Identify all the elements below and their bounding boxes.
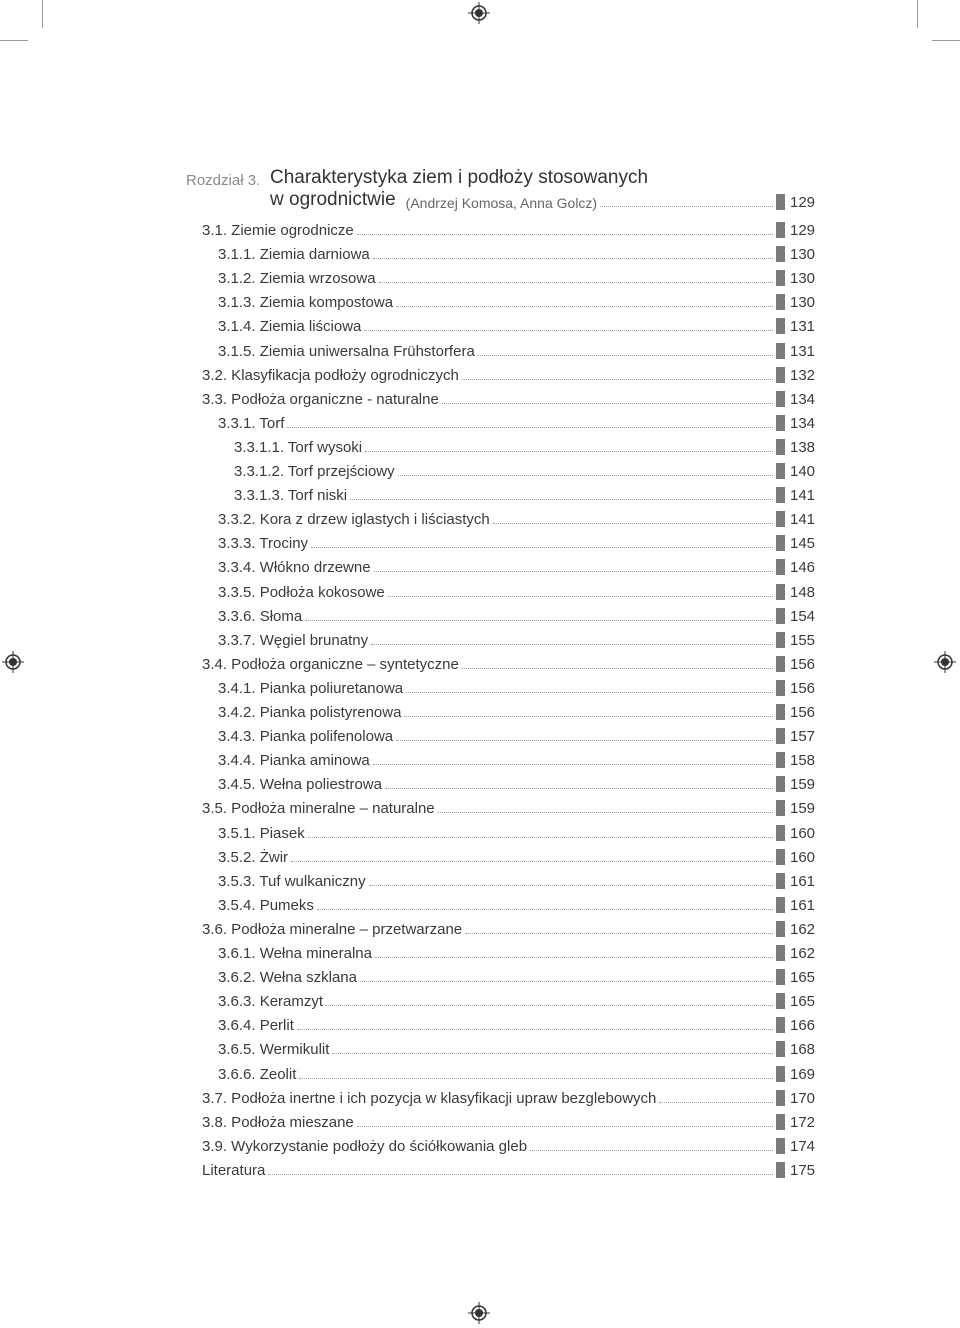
toc-entry-label: 3.1.1. Ziemia darniowa: [218, 246, 370, 263]
crop-mark-top-left: [42, 0, 43, 28]
leader-dots: [357, 1126, 773, 1127]
leader-dots: [398, 475, 773, 476]
toc-entry-label: 3.8. Podłoża mieszane: [202, 1114, 354, 1131]
toc-entry-label: 3.7. Podłoża inertne i ich pozycja w klasyfikacji upraw bezglebowych: [202, 1090, 657, 1107]
toc-entry[interactable]: [218, 267, 816, 287]
page-marker: [776, 993, 785, 1009]
leader-dots: [317, 909, 773, 910]
page-number: 169: [790, 1066, 816, 1083]
toc-entry[interactable]: [234, 460, 816, 480]
page-marker: [776, 559, 785, 575]
page-number: 157: [790, 728, 816, 745]
page-marker: [776, 969, 785, 985]
toc-entry[interactable]: [218, 966, 816, 986]
page-marker: [776, 294, 785, 310]
toc-entry-label: 3.1.3. Ziemia kompostowa: [218, 294, 394, 311]
toc-entry-label: 3.3.6. Słoma: [218, 608, 303, 625]
leader-dots: [373, 258, 773, 259]
toc-entry-label: 3.3.5. Podłoża kokosowe: [218, 584, 385, 601]
page-number: 160: [790, 849, 816, 866]
page-marker: [776, 194, 785, 210]
toc-entry[interactable]: [218, 725, 816, 745]
toc-entry-label: 3.6.5. Wermikulit: [218, 1041, 330, 1058]
page-number: 156: [790, 704, 816, 721]
page-number: 141: [790, 511, 816, 528]
page-number: 134: [790, 415, 816, 432]
page-marker: [776, 800, 785, 816]
page-number: 148: [790, 584, 816, 601]
toc-entry-label: 3.3.2. Kora z drzew iglastych i liściastych: [218, 511, 490, 528]
page-number: 129: [790, 194, 816, 211]
leader-dots: [404, 716, 773, 717]
page-number: 168: [790, 1041, 816, 1058]
page-marker: [776, 776, 785, 792]
page-marker: [776, 391, 785, 407]
leader-dots: [478, 355, 773, 356]
leader-dots: [287, 427, 773, 428]
crop-mark-top-right-h: [932, 40, 960, 41]
leader-dots: [396, 740, 773, 741]
page-marker: [776, 318, 785, 334]
page-number: 155: [790, 632, 816, 649]
leader-dots: [268, 1174, 773, 1175]
page-marker: [776, 1162, 785, 1178]
page-marker: [776, 415, 785, 431]
leader-dots: [465, 933, 773, 934]
leader-dots: [462, 668, 773, 669]
toc-entry[interactable]: [218, 1063, 816, 1083]
toc-entry[interactable]: [202, 1111, 816, 1131]
leader-dots: [493, 523, 773, 524]
leader-dots: [406, 692, 773, 693]
page-number: 131: [790, 318, 816, 335]
toc-entry-label: 3.1. Ziemie ogrodnicze: [202, 222, 354, 239]
page-number: 138: [790, 439, 816, 456]
toc-entry-label: 3.2. Klasyfikacja podłoży ogrodniczych: [202, 367, 459, 384]
chapter-authors: (Andrzej Komosa, Anna Golcz): [405, 195, 598, 211]
leader-dots: [297, 1029, 773, 1030]
toc-entry[interactable]: [218, 629, 816, 649]
toc-entry-label: Literatura: [202, 1162, 266, 1179]
page-marker: [776, 921, 785, 937]
page-number: 130: [790, 246, 816, 263]
leader-dots: [375, 957, 773, 958]
toc-entry[interactable]: [234, 436, 816, 456]
page-number: 154: [790, 608, 816, 625]
leader-dots: [659, 1102, 773, 1103]
page-number: 129: [790, 222, 816, 239]
page-marker: [776, 1017, 785, 1033]
page-marker: [776, 246, 785, 262]
leader-dots: [369, 885, 773, 886]
page-marker: [776, 222, 785, 238]
toc-entry[interactable]: [202, 388, 816, 408]
toc-entry-label: 3.1.4. Ziemia liściowa: [218, 318, 362, 335]
toc-entry[interactable]: [218, 243, 816, 263]
toc-entry-label: 3.6.2. Wełna szklana: [218, 969, 357, 986]
leader-dots: [305, 620, 773, 621]
page-marker: [776, 439, 785, 455]
page-number: 146: [790, 559, 816, 576]
page-number: 159: [790, 776, 816, 793]
leader-dots: [311, 547, 773, 548]
page-marker: [776, 1114, 785, 1130]
page-number: 165: [790, 969, 816, 986]
page-marker: [776, 270, 785, 286]
page-number: 159: [790, 800, 816, 817]
toc-entry[interactable]: [218, 1038, 816, 1058]
page-number: 132: [790, 367, 816, 384]
toc-entry-label: 3.6. Podłoża mineralne – przetwarzane: [202, 921, 463, 938]
leader-dots: [396, 306, 773, 307]
page-marker: [776, 728, 785, 744]
toc-entry[interactable]: [218, 677, 816, 697]
toc-entry[interactable]: [218, 990, 816, 1010]
page-number: 162: [790, 945, 816, 962]
toc-entry[interactable]: [202, 1135, 816, 1155]
page-marker: [776, 584, 785, 600]
toc-entry-label: 3.6.1. Wełna mineralna: [218, 945, 372, 962]
toc-entry-label: 3.1.5. Ziemia uniwersalna Frühstorfera: [218, 343, 475, 360]
page-number: 172: [790, 1114, 816, 1131]
crop-mark-top-left-h: [0, 40, 28, 41]
toc-entry-label: 3.6.3. Keramzyt: [218, 993, 324, 1010]
page-number: 156: [790, 656, 816, 673]
page-marker: [776, 825, 785, 841]
page-number: 161: [790, 897, 816, 914]
leader-dots: [371, 644, 773, 645]
page-number: 165: [790, 993, 816, 1010]
leader-dots: [462, 379, 773, 380]
page-marker: [776, 1138, 785, 1154]
page-marker: [776, 1090, 785, 1106]
toc-entry[interactable]: [234, 484, 816, 504]
toc-entry-label: 3.4.3. Pianka polifenolowa: [218, 728, 394, 745]
page-marker: [776, 680, 785, 696]
toc-entry[interactable]: [218, 894, 816, 914]
toc-entry-label: 3.5.4. Pumeks: [218, 897, 314, 914]
leader-dots: [365, 451, 773, 452]
leader-dots: [373, 764, 773, 765]
page-marker: [776, 1041, 785, 1057]
leader-dots: [442, 403, 773, 404]
toc-entry[interactable]: [202, 653, 816, 673]
toc-entry-label: 3.3.1.1. Torf wysoki: [234, 439, 363, 456]
toc-entry-label: 3.5.2. Żwir: [218, 849, 289, 866]
toc-entry[interactable]: [202, 1087, 816, 1107]
toc-entry-label: 3.3.1.3. Torf niski: [234, 487, 348, 504]
page-marker: [776, 752, 785, 768]
toc-entry[interactable]: [202, 918, 816, 938]
page-marker: [776, 873, 785, 889]
page-marker: [776, 535, 785, 551]
registration-mark-left-icon: [2, 651, 24, 673]
toc-entry-label: 3.6.4. Perlit: [218, 1017, 294, 1034]
toc-entry[interactable]: [218, 846, 816, 866]
toc-entry[interactable]: [202, 797, 816, 817]
leader-dots: [530, 1150, 773, 1151]
page-marker: [776, 1066, 785, 1082]
page-number: 162: [790, 921, 816, 938]
leader-dots: [332, 1053, 773, 1054]
page-number: 130: [790, 294, 816, 311]
toc-entry[interactable]: [218, 315, 816, 335]
registration-mark-top-icon: [468, 2, 490, 24]
page-marker: [776, 463, 785, 479]
toc-entry-label: 3.4.5. Wełna poliestrowa: [218, 776, 382, 793]
leader-dots: [326, 1005, 773, 1006]
page-marker: [776, 849, 785, 865]
toc-entry[interactable]: [218, 701, 816, 721]
toc-entry[interactable]: [202, 1159, 816, 1179]
leader-dots: [360, 981, 773, 982]
toc-entry[interactable]: [218, 749, 816, 769]
page-number: 145: [790, 535, 816, 552]
page-number: 160: [790, 825, 816, 842]
page-number: 131: [790, 343, 816, 360]
chapter-label: Rozdział 3.: [186, 172, 261, 189]
page-number: 141: [790, 487, 816, 504]
toc-entry[interactable]: [202, 219, 816, 239]
page-marker: [776, 608, 785, 624]
toc-entry[interactable]: [218, 822, 816, 842]
toc-entry-label: 3.3.7. Węgiel brunatny: [218, 632, 369, 649]
page-marker: [776, 632, 785, 648]
leader-dots: [374, 571, 773, 572]
leader-dots: [600, 206, 773, 207]
page-marker: [776, 511, 785, 527]
leader-dots: [364, 330, 773, 331]
toc-entry-label: 3.6.6. Zeolit: [218, 1066, 297, 1083]
page-marker: [776, 945, 785, 961]
page-marker: [776, 656, 785, 672]
toc-entry[interactable]: [218, 340, 816, 360]
page-marker: [776, 343, 785, 359]
leader-dots: [385, 788, 773, 789]
page-number: 166: [790, 1017, 816, 1034]
toc-entry-label: 3.5.1. Piasek: [218, 825, 305, 842]
toc-entry[interactable]: [218, 532, 816, 552]
toc-entry-label: 3.4. Podłoża organiczne – syntetyczne: [202, 656, 459, 673]
toc-entry-label: 3.4.1. Pianka poliuretanowa: [218, 680, 404, 697]
chapter-title-line2: w ogrodnictwie: [270, 189, 396, 210]
page-number: 175: [790, 1162, 816, 1179]
toc-entry-label: 3.4.4. Pianka aminowa: [218, 752, 370, 769]
page-marker: [776, 704, 785, 720]
toc-entry[interactable]: [218, 942, 816, 962]
page-number: 170: [790, 1090, 816, 1107]
chapter-title-line1: Charakterystyka ziem i podłoży stosowanych: [270, 167, 649, 188]
page-number: 156: [790, 680, 816, 697]
chapter-title-row[interactable]: [270, 191, 816, 211]
toc-entry[interactable]: [218, 412, 816, 432]
page-number: 174: [790, 1138, 816, 1155]
registration-mark-bottom-icon: [468, 1302, 490, 1324]
toc-entry-label: 3.3.3. Trociny: [218, 535, 309, 552]
leader-dots: [350, 499, 773, 500]
leader-dots: [438, 812, 773, 813]
toc-entry[interactable]: [218, 870, 816, 890]
leader-dots: [291, 861, 773, 862]
toc-entry-label: 3.5.3. Tuf wulkaniczny: [218, 873, 366, 890]
toc-entry-label: 3.9. Wykorzystanie podłoży do ściółkowania gleb: [202, 1138, 528, 1155]
toc-entry[interactable]: [218, 773, 816, 793]
registration-mark-right-icon: [934, 651, 956, 673]
toc-entry-label: 3.3. Podłoża organiczne - naturalne: [202, 391, 439, 408]
toc-entry-label: 3.3.1. Torf: [218, 415, 285, 432]
toc-entry[interactable]: [202, 364, 816, 384]
toc-entry[interactable]: [218, 605, 816, 625]
toc-entry-label: 3.5. Podłoża mineralne – naturalne: [202, 800, 435, 817]
leader-dots: [299, 1078, 773, 1079]
leader-dots: [379, 282, 773, 283]
toc-entry[interactable]: [218, 291, 816, 311]
crop-mark-top-right: [917, 0, 918, 28]
toc-entry-label: 3.3.1.2. Torf przejściowy: [234, 463, 395, 480]
page-number: 134: [790, 391, 816, 408]
leader-dots: [388, 596, 773, 597]
toc-entry[interactable]: [218, 556, 816, 576]
page-marker: [776, 897, 785, 913]
page-number: 158: [790, 752, 816, 769]
page-marker: [776, 487, 785, 503]
toc-entry-label: 3.4.2. Pianka polistyrenowa: [218, 704, 402, 721]
toc-entry[interactable]: [218, 1014, 816, 1034]
page-number: 130: [790, 270, 816, 287]
toc-entry-label: 3.1.2. Ziemia wrzosowa: [218, 270, 376, 287]
toc-entry[interactable]: [218, 508, 816, 528]
page-marker: [776, 367, 785, 383]
leader-dots: [357, 234, 773, 235]
toc-entry-label: 3.3.4. Włókno drzewne: [218, 559, 371, 576]
leader-dots: [308, 837, 773, 838]
page-number: 161: [790, 873, 816, 890]
page-number: 140: [790, 463, 816, 480]
toc-entry[interactable]: [218, 581, 816, 601]
